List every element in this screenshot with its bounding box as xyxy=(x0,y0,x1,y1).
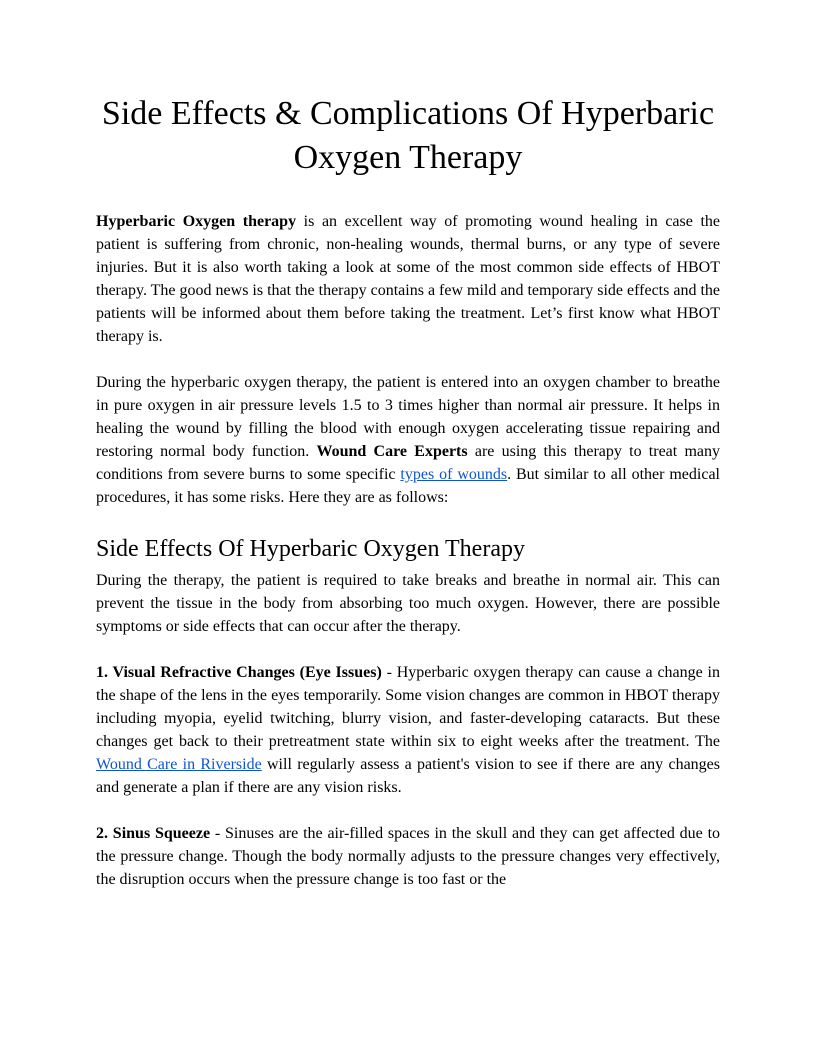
item2-heading: 2. Sinus Squeeze xyxy=(96,825,211,842)
intro-text: is an excellent way of promoting wound healing in case the patient is suffering from chronic, non-healing wounds, thermal burns, or any type of severe injuries. But it is also worth taking a look at some of the most common side effects of HBOT therapy. The good news is that the therapy contains a few mild and temporary side effects and the patients will be informed about them before taking the treatment. Let’s first know what HBOT therapy is. xyxy=(96,213,720,345)
section-heading: Side Effects Of Hyperbaric Oxygen Therapy xyxy=(96,536,525,562)
side-effects-intro-paragraph: During the therapy, the patient is required to take breaks and breathe in normal air. This can prevent the tissue in the body from absorbing too much oxygen. However, there are possible symptoms or side effects that can occur after the therapy. xyxy=(96,572,720,635)
wound-care-riverside-link[interactable]: Wound Care in Riverside xyxy=(96,756,262,773)
item1-heading: 1. Visual Refractive Changes (Eye Issues) xyxy=(96,664,382,681)
item-sinus-squeeze xyxy=(96,822,720,891)
page-title: Side Effects & Complications Of Hyperbaric Oxygen Therapy xyxy=(101,95,715,176)
document-page xyxy=(96,92,720,891)
item2-text: - Sinuses are the air-filled spaces in the skull and they can get affected due to the pressure change. Though the body normally adjusts to the pressure changes very effectively, the disruption occurs when the pressure change is too fast or the xyxy=(96,825,720,888)
item-visual-changes xyxy=(96,661,720,799)
hbot-description-paragraph xyxy=(96,371,720,509)
para2-bold: Wound Care Experts xyxy=(316,443,468,460)
item1-text-b: will regularly assess a patient's vision to see if there are any changes and generate a plan if there are any vision risks. xyxy=(96,756,721,796)
para2-text-c: . But similar to all other medical procedures, it has some risks. Here they are as follows: xyxy=(96,466,720,506)
intro-paragraph xyxy=(96,210,720,348)
types-of-wounds-link[interactable]: types of wounds xyxy=(400,466,508,483)
para2-text-b: are using this therapy to treat many conditions from severe burns to some specific xyxy=(96,443,721,483)
intro-lead-bold: Hyperbaric Oxygen therapy xyxy=(96,213,297,230)
item1-text-a: - Hyperbaric oxygen therapy can cause a change in the shape of the lens in the eyes temporarily. Some vision changes are common in HBOT therapy including myopia, eyelid twitching, blurry vision, and faster-developing cataracts. But these changes get back to their pretreatment state within six to eight weeks after the treatment. The xyxy=(96,664,721,750)
para2-text-a: During the hyperbaric oxygen therapy, the patient is entered into an oxygen chamber to breathe in pure oxygen in air pressure levels 1.5 to 3 times higher than normal air pressure. It helps in healing the wound by filling the blood with enough oxygen accelerating tissue repairing and restoring normal body function. xyxy=(96,374,720,460)
